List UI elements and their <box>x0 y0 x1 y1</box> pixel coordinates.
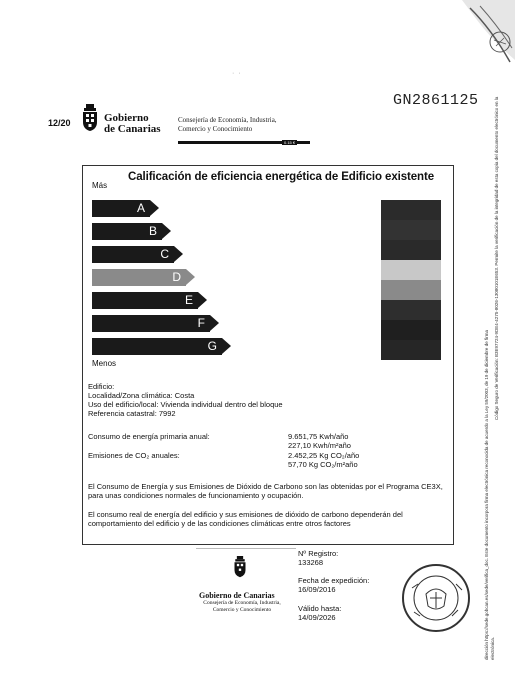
official-seal-icon <box>400 562 472 634</box>
note-real-consumption: El consumo real de energía del edificio y sus emisiones de dióxido de carbono dependerán del comportamiento del edificio y de las condiciones climáticas entre otros factores <box>88 510 403 528</box>
government-name-line2: de Canarias <box>104 123 161 135</box>
valid-value: 14/09/2026 <box>298 613 336 622</box>
note-ce3x: El Consumo de Energía y sus Emisiones de Dióxido de Carbono son las obtenidas por el Programa CE3X, para unas condiciones normales de funcionamiento y ocupación. <box>88 482 443 500</box>
coat-of-arms-icon <box>80 104 100 132</box>
footer-coat-of-arms-icon <box>232 556 248 578</box>
issue-label: Fecha de expedición: <box>298 576 370 585</box>
signature-rule <box>196 548 296 549</box>
energy-class-letter: A <box>136 201 145 215</box>
energy-class-letter: D <box>172 270 181 284</box>
energy-class-letter: E <box>184 293 193 307</box>
cadastral-row: Referencia catastral: 7992 <box>88 409 176 418</box>
department-name <box>178 116 277 134</box>
energy-class-g-arrow <box>92 338 231 355</box>
department-line2: Comercio y Conocimiento <box>178 125 253 133</box>
energy-class-f-arrow <box>92 315 219 332</box>
energy-class-e-arrow <box>92 292 207 309</box>
department-line1: Consejería de Economía, Industria, <box>178 116 277 124</box>
energy-class-letter: G <box>207 339 217 353</box>
registry-value: 133268 <box>298 558 324 567</box>
energy-class-letter: F <box>197 316 205 330</box>
locality-row: Localidad/Zona climática: Costa <box>88 391 195 400</box>
energy-class-letter: C <box>160 247 169 261</box>
rating-scale-column <box>381 200 441 360</box>
co2-value-area: 57,70 Kg CO₂/m²año <box>288 460 358 469</box>
energy-class-letter: B <box>148 224 157 238</box>
certificate-title: Calificación de eficiencia energética de Edificio existente <box>128 171 434 183</box>
scale-label-less: Menos <box>92 359 117 368</box>
energy-class-c-arrow <box>92 246 183 263</box>
government-name <box>104 113 161 135</box>
energy-value-annual: 9.651,75 Kwh/año <box>288 432 349 441</box>
energy-label: Consumo de energía primaria anual: <box>88 432 210 441</box>
co2-label: Emisiones de CO₂ anuales: <box>88 451 180 460</box>
energy-class-a-arrow <box>92 200 159 217</box>
energy-class-b-arrow <box>92 223 171 240</box>
fee-box: 0.15 € <box>284 140 296 145</box>
valid-until-block <box>298 604 341 622</box>
energy-class-d-arrow <box>92 269 195 286</box>
use-row: Uso del edificio/local: Vivienda individual dentro del bloque <box>88 400 283 409</box>
valid-label: Válido hasta: <box>298 604 342 613</box>
corner-stamp-icon <box>452 0 515 92</box>
footer-government-name: Gobierno de Canarias <box>199 591 275 600</box>
footer-department: Consejería de Economía, Industria, Comercio y Conocimiento <box>203 600 281 613</box>
verification-text-line2: dirección https://sede.gobcan.es/sede/verifica_doc. Este documento incorpora firma electrónica reconocida de acuerdo a la Ley 59/2003, de 19 de diciembre de firma electrónica. <box>484 330 495 660</box>
verification-text-line1: Código Seguro de Verificación: B3E97724-9DE4-4275-8026-13080101E653. Permite la verificación de la integridad de esta copia del documento electrónico en la <box>494 96 499 420</box>
energy-value-area: 227,10 Kwh/m²año <box>288 441 351 450</box>
document-number: GN2861125 <box>393 92 479 109</box>
building-row: Edificio: <box>88 382 115 391</box>
issue-value: 16/09/2016 <box>298 585 336 594</box>
registry-label: Nº Registro: <box>298 549 339 558</box>
energy-values <box>288 432 351 450</box>
page-stamp-number: 12/20 <box>48 118 71 128</box>
co2-values <box>288 451 359 469</box>
issue-date-block <box>298 576 369 594</box>
registry-block <box>298 549 338 567</box>
government-name-line1: Gobierno <box>104 112 149 124</box>
scale-label-more: Más <box>92 181 108 190</box>
building-info <box>88 382 283 418</box>
co2-value-annual: 2.452,25 Kg CO₂/año <box>288 451 360 460</box>
header-faint-text: · · <box>232 70 242 77</box>
